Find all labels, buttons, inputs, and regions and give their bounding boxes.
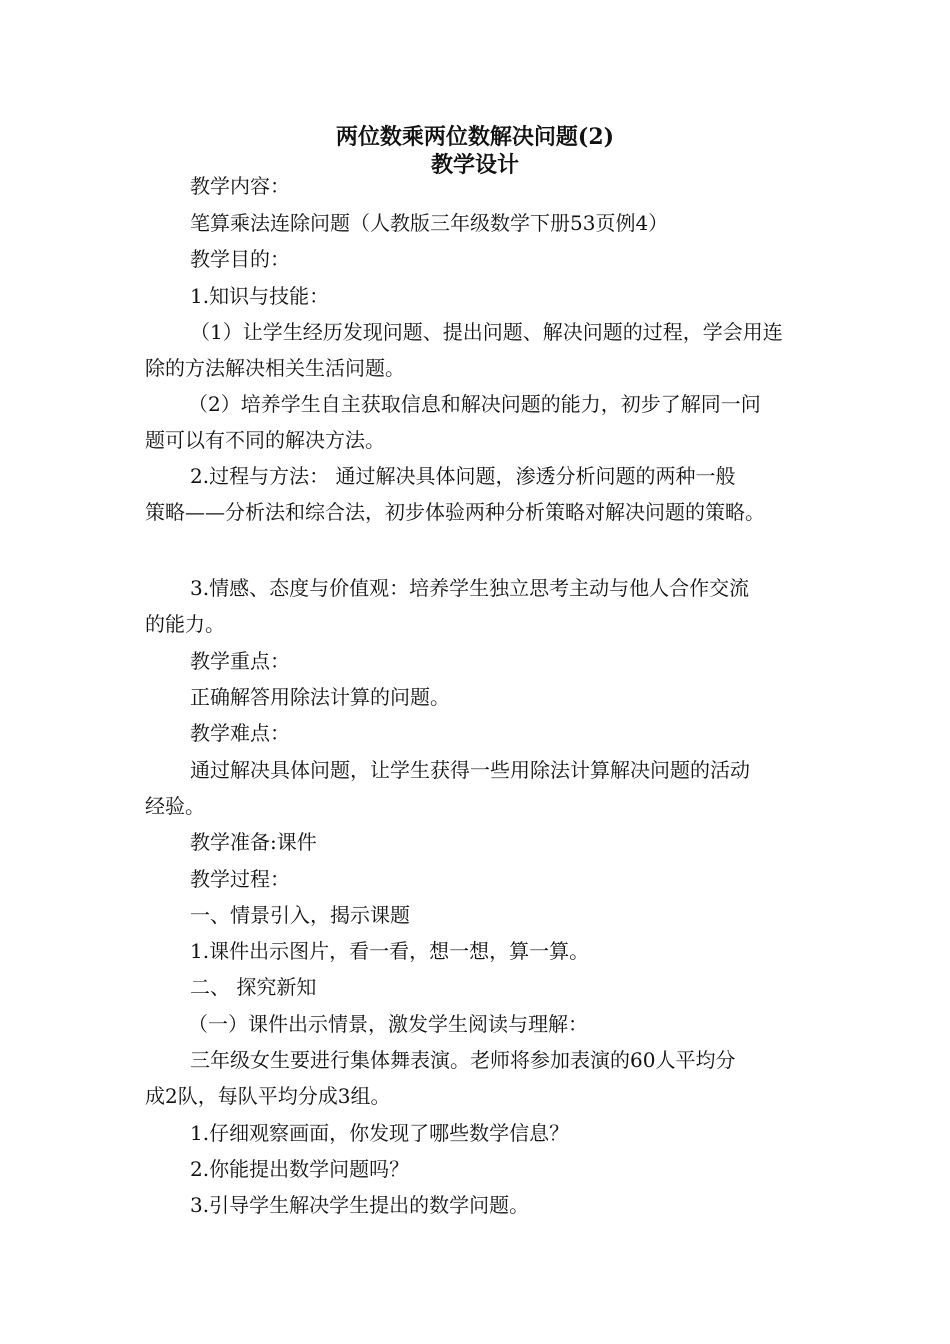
section-heading: 教学目的： xyxy=(190,247,290,271)
paragraph-line: 笔算乘法连除问题（人教版三年级数学下册53页例4） xyxy=(190,211,669,235)
document-title: 两位数乘两位数解决问题(2) xyxy=(335,124,615,150)
section-heading: 教学过程： xyxy=(190,867,290,891)
paragraph-line: 3.引导学生解决学生提出的数学问题。 xyxy=(190,1193,530,1217)
paragraph-line: 题可以有不同的解决方法。 xyxy=(145,428,385,452)
paragraph-line: 3.情感、态度与价值观：培养学生独立思考主动与他人合作交流 xyxy=(190,576,750,600)
section-heading: 教学准备:课件 xyxy=(190,830,317,854)
paragraph-line: 正确解答用除法计算的问题。 xyxy=(190,685,450,709)
paragraph-line: （1）让学生经历发现问题、提出问题、解决问题的过程，学会用连 xyxy=(190,320,783,344)
paragraph-line: 1.知识与技能： xyxy=(190,284,330,308)
paragraph-line: 二、 探究新知 xyxy=(190,975,317,999)
paragraph-line: 策略——分析法和综合法，初步体验两种分析策略对解决问题的策略。 xyxy=(145,500,765,524)
paragraph-line: 通过解决具体问题，让学生获得一些用除法计算解决问题的活动 xyxy=(190,758,750,782)
document-subtitle: 教学设计 xyxy=(430,152,519,178)
paragraph-line: 2.过程与方法： 通过解决具体问题，渗透分析问题的两种一般 xyxy=(190,464,736,488)
paragraph-line: 经验。 xyxy=(145,794,205,818)
section-heading: 教学内容： xyxy=(190,174,290,198)
paragraph-line: 1.课件出示图片，看一看，想一想，算一算。 xyxy=(190,939,590,963)
paragraph-line: （一）课件出示情景，激发学生阅读与理解： xyxy=(188,1012,588,1036)
paragraph-line: 一、情景引入，揭示课题 xyxy=(190,903,410,927)
section-heading: 教学重点： xyxy=(190,649,290,673)
paragraph-line: 除的方法解决相关生活问题。 xyxy=(145,356,405,380)
paragraph-line: 成2队，每队平均分成3组。 xyxy=(145,1084,391,1108)
paragraph-line: 1.仔细观察画面，你发现了哪些数学信息？ xyxy=(190,1121,570,1145)
paragraph-line: 的能力。 xyxy=(145,612,225,636)
paragraph-line: 三年级女生要进行集体舞表演。老师将参加表演的60人平均分 xyxy=(190,1048,736,1072)
paragraph-line: 2.你能提出数学问题吗？ xyxy=(190,1157,410,1181)
section-heading: 教学难点： xyxy=(190,721,290,745)
paragraph-line: （2）培养学生自主获取信息和解决问题的能力，初步了解同一问 xyxy=(188,392,761,416)
